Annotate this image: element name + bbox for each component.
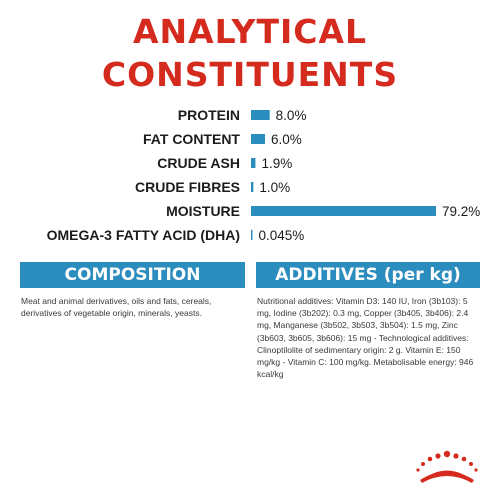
constituents-bar-chart: [0, 100, 500, 255]
value-label: 6.0%: [271, 132, 302, 147]
value-label: 1.9%: [261, 156, 293, 171]
bar: [251, 230, 253, 240]
composition-text: Meat and animal derivatives, oils and fats, cereals, derivatives of vegetable origin, minerals, yeasts.: [21, 296, 212, 319]
bar: [251, 110, 270, 120]
category-label: PROTEIN: [177, 107, 240, 123]
composition-header: COMPOSITION: [20, 262, 245, 288]
value-label: 8.0%: [275, 108, 307, 123]
title-line-2: CONSTITUENTS: [101, 55, 399, 94]
additives-header: ADDITIVES (per kg): [256, 262, 480, 288]
category-label: CRUDE FIBRES: [134, 179, 240, 195]
category-label: MOISTURE: [166, 203, 240, 219]
bar: [251, 206, 436, 216]
category-label: FAT CONTENT: [143, 131, 240, 147]
title-line-1: ANALYTICAL: [132, 12, 368, 51]
category-label: OMEGA-3 FATTY ACID (DHA): [46, 227, 240, 243]
additives-text: Nutritional additives: Vitamin D3: 140 IU, Iron (3b103): 5 mg, Iodine (3b202): 0.3 mg, Copper (3b405, 3b406): 2.4 mg, Manganese (3b502, 3b503, 3b504): 1.5 mg, Zinc (3b603, 3b605, 3b606): 15 mg - Technological additives: Clinoptilolite of sedimentary origin: 2 g. Vitamin E: 150 mg/kg - Vitamin C: 100 mg/kg. Metabolisable energy: 946 kcal/kg: [257, 296, 474, 380]
crown-logo-icon: [416, 449, 478, 485]
value-label: 79.2%: [442, 204, 481, 219]
value-label: 0.045%: [258, 228, 305, 243]
value-label: 1.0%: [259, 180, 291, 195]
bar: [251, 134, 265, 144]
category-label: CRUDE ASH: [157, 155, 240, 171]
bar: [251, 158, 255, 168]
bar: [251, 182, 253, 192]
